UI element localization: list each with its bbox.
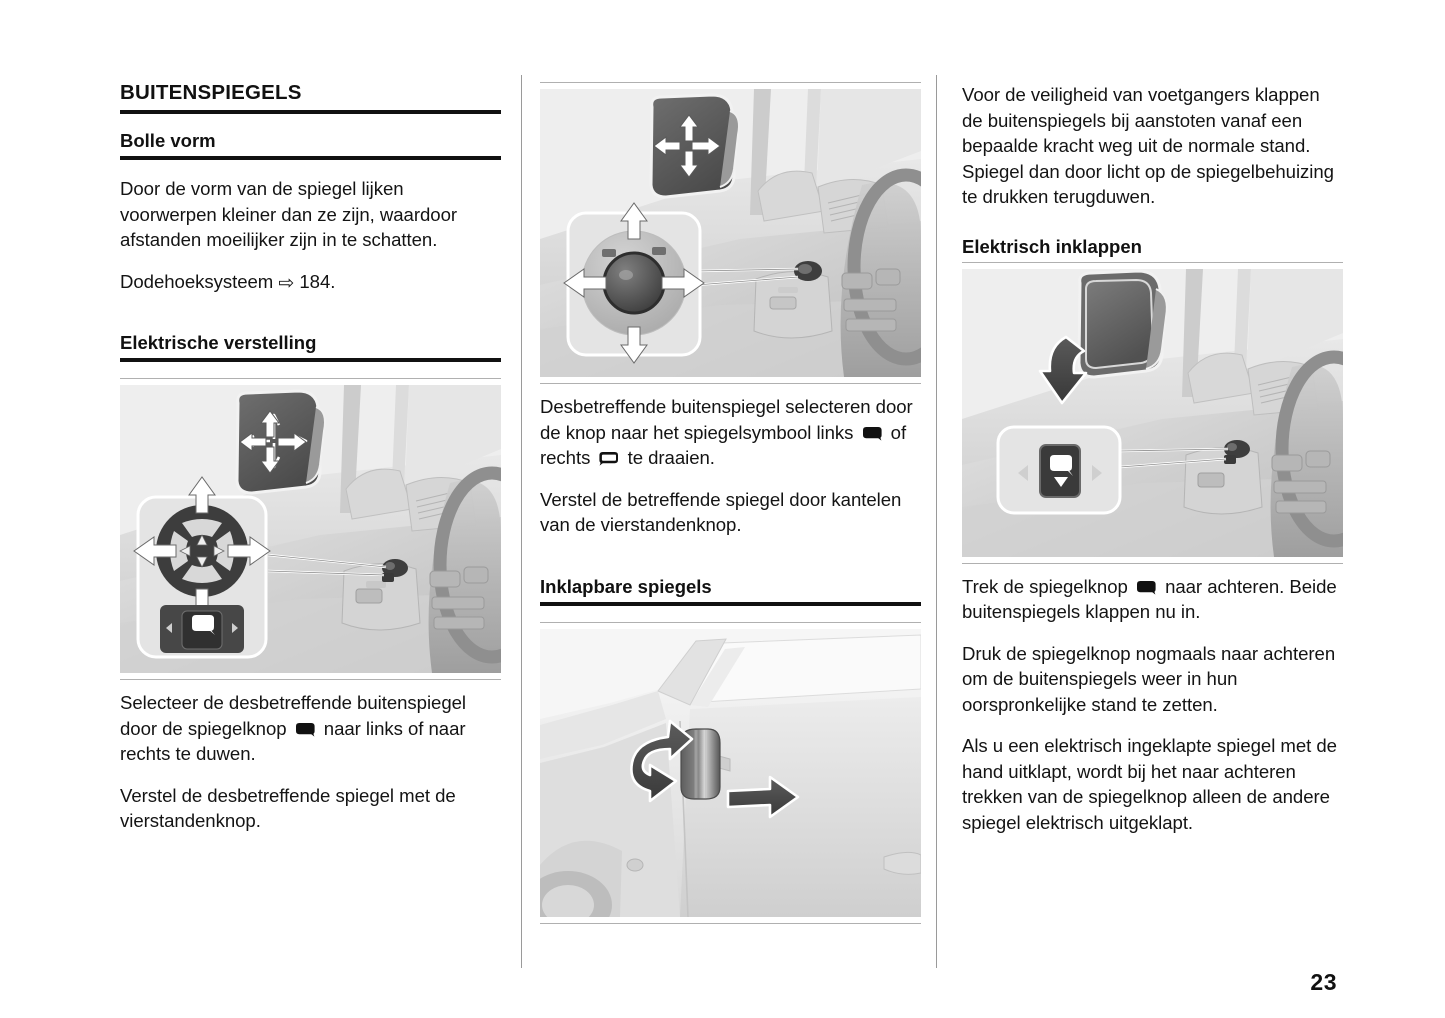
spacer (962, 564, 1343, 574)
figure-rule-bottom (962, 563, 1343, 564)
paragraph-pull-knob (962, 574, 1343, 625)
figure-rule-top (962, 262, 1343, 263)
spacer (120, 310, 501, 332)
paragraph-rotary-part-a: Desbetreffende buitenspiegel selecteren door de knop naar het spiegelsymbool links (540, 396, 913, 443)
crossref-label: Dodehoeksysteem (120, 270, 274, 292)
crossref-page: 184. (299, 270, 336, 292)
column-three (962, 82, 1343, 835)
paragraph-manual-unfold: Als u een elektrisch ingeklapte spiegel met de hand uitklapt, wordt bij het naar achteren trekken van de spiegelknop alleen de andere spiegel elektrisch uitgeklapt. (962, 735, 1337, 833)
spacer (120, 680, 501, 690)
paragraph-pedestrian-safety: Voor de veiligheid van voetgangers klappen de buitenspiegels bij aanstoten vanaf een bepaalde kracht weg uit de normale stand. Spiegel dan door licht op de spiegelbehuizing te drukken terugduwen. (962, 84, 1334, 207)
spacer (962, 226, 1343, 236)
paragraph-tilt-knob: Verstel de betreffende spiegel door kantelen van de vierstandenknop. (540, 488, 902, 535)
column-one (120, 82, 501, 834)
mirror-left-symbol-icon (295, 722, 316, 737)
mirror-manual-fold-exterior-illustration (540, 629, 921, 917)
heading-rule-bolle-vorm (120, 156, 501, 160)
crossref-arrow-icon: ⇨ (278, 272, 295, 294)
heading-inklapbare-spiegels: Inklapbare spiegels (540, 575, 712, 597)
figure-rule-bottom (540, 923, 921, 924)
paragraph-pull-knob-part-b: naar achteren. Beide buitenspiegels klappen nu in. (962, 575, 1337, 623)
spacer (540, 554, 921, 576)
figure-mirror-electric-fold-switch (962, 262, 1343, 564)
figure-rule-bottom (540, 383, 921, 384)
mirror-left-symbol-icon (862, 426, 883, 441)
paragraph-rotary-part-c: te draaien. (627, 447, 715, 468)
mirror-left-symbol-icon (1136, 580, 1157, 595)
title-rule (120, 110, 501, 114)
page-number: 23 (1310, 969, 1337, 995)
mirror-adjust-rotary-knob-illustration (540, 89, 921, 377)
figure-mirror-manual-fold-exterior (540, 622, 921, 924)
heading-rule-elektrische-verstelling (120, 358, 501, 362)
mirror-electric-fold-switch-illustration (962, 269, 1343, 557)
figure-rule-top (540, 82, 921, 83)
paragraph-select-mirror-rotary (540, 394, 921, 471)
paragraph-bolle-vorm-2 (120, 269, 501, 295)
paragraph-pull-knob-part-a: Trek de spiegelknop (962, 575, 1128, 597)
page-title: BUITENSPIEGELS (120, 81, 302, 104)
paragraph-push-knob-again: Druk de spiegelknop nogmaals naar achteren om de buitenspiegels weer in hun oorspronkelijke stand te zetten. (962, 642, 1336, 715)
heading-elektrisch-inklappen: Elektrisch inklappen (962, 235, 1142, 257)
heading-elektrische-verstelling: Elektrische verstelling (120, 332, 317, 354)
paragraph-bolle-vorm-1: Door de vorm van de spiegel lijken voorwerpen kleiner dan ze zijn, waardoor afstanden moeilijker zijn in te schatten. (120, 178, 458, 251)
mirror-adjust-four-way-switch-illustration (120, 385, 501, 673)
heading-rule-inklapbare-spiegels (540, 602, 921, 606)
figure-rule-top (120, 378, 501, 379)
figure-mirror-adjust-four-way-switch (120, 378, 501, 680)
paragraph-select-mirror-part-a: Selecteer de desbetreffende buitenspiegel door de spiegelknop (120, 692, 466, 739)
figure-rule-top (540, 622, 921, 623)
column-two (540, 82, 921, 924)
paragraph-select-mirror (120, 690, 501, 767)
paragraph-rotary-part-b: of rechts (540, 421, 907, 468)
heading-bolle-vorm: Bolle vorm (120, 129, 216, 151)
figure-rule-bottom (120, 679, 501, 680)
paragraph-select-mirror-part-b: naar links of naar rechts te duwen. (120, 717, 466, 765)
paragraph-adjust-mirror: Verstel de desbetreffende spiegel met de vierstandenknop. (120, 784, 456, 832)
figure-mirror-adjust-rotary-knob (540, 82, 921, 384)
mirror-right-symbol-icon (598, 451, 619, 466)
spacer (540, 384, 921, 394)
